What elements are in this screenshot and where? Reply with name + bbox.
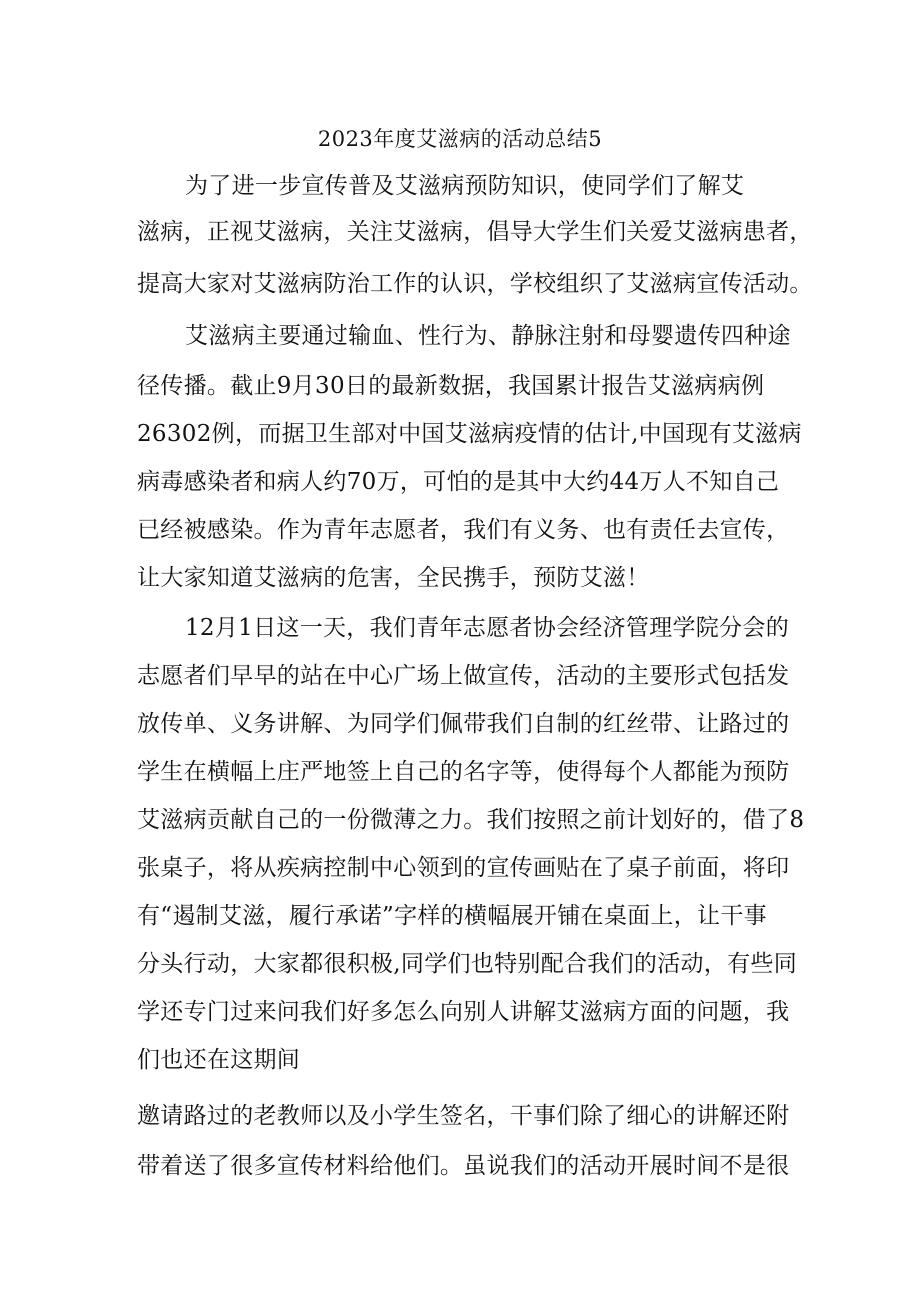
paragraph-2-line-1: 艾滋病主要通过输血、性行为、静脉注射和母婴遗传四种途 — [185, 323, 791, 349]
paragraph-3-line-1: 12月1日这一天，我们青年志愿者协会经济管理学院分会的 — [185, 615, 789, 641]
paragraph-3-line-5: 艾滋病贡献自己的一份微薄之力。我们按照之前计划好的，借了8 — [137, 807, 805, 833]
paragraph-2-line-5: 已经被感染。作为青年志愿者，我们有义务、也有责任去宣传， — [137, 517, 790, 543]
paragraph-4-line-2: 带着送了很多宣传材料给他们。虽说我们的活动开展时间不是很 — [137, 1153, 790, 1179]
paragraph-3-line-3: 放传单、义务讲解、为同学们佩带我们自制的红丝带、让路过的 — [137, 711, 790, 737]
paragraph-3-line-9: 学还专门过来问我们好多怎么向别人讲解艾滋病方面的问题，我 — [137, 999, 790, 1025]
paragraph-4-line-1: 邀请路过的老教师以及小学生签名，干事们除了细心的讲解还附 — [137, 1103, 790, 1129]
paragraph-3-line-8: 分头行动，大家都很积极,同学们也特别配合我们的活动，有些同 — [137, 951, 798, 977]
paragraph-2-line-4: 病毒感染者和病人约70万，可怕的是其中大约44万人不知自己 — [137, 469, 780, 495]
paragraph-3-line-6: 张桌子，将从疾病控制中心领到的宣传画贴在了桌子前面，将印 — [137, 855, 790, 881]
paragraph-3-line-4: 学生在横幅上庄严地签上自己的名字等，使得每个人都能为预防 — [137, 759, 790, 785]
paragraph-1-line-3: 提高大家对艾滋病防治工作的认识，学校组织了艾滋病宣传活动。 — [137, 271, 813, 297]
paragraph-2-line-3: 26302例，而据卫生部对中国艾滋病疫情的估计,中国现有艾滋病 — [137, 421, 802, 447]
paragraph-2-line-2: 径传播。截止9月30日的最新数据，我国累计报告艾滋病病例 — [137, 373, 765, 399]
paragraph-1-line-2: 滋病，正视艾滋病，关注艾滋病，倡导大学生们关爱艾滋病患者， — [137, 219, 813, 245]
paragraph-1-line-1: 为了进一步宣传普及艾滋病预防知识，使同学们了解艾 — [185, 173, 745, 199]
paragraph-3-line-10: 们也还在这期间 — [137, 1047, 301, 1073]
document-title: 2023年度艾滋病的活动总结5 — [317, 127, 603, 151]
paragraph-3-line-7: 有“遏制艾滋，履行承诺”字样的横幅展开铺在桌面上，让干事 — [137, 903, 767, 929]
paragraph-3-line-2: 志愿者们早早的站在中心广场上做宣传，活动的主要形式包括发 — [137, 663, 790, 689]
paragraph-2-line-6: 让大家知道艾滋病的危害，全民携手，预防艾滋！ — [137, 565, 650, 591]
